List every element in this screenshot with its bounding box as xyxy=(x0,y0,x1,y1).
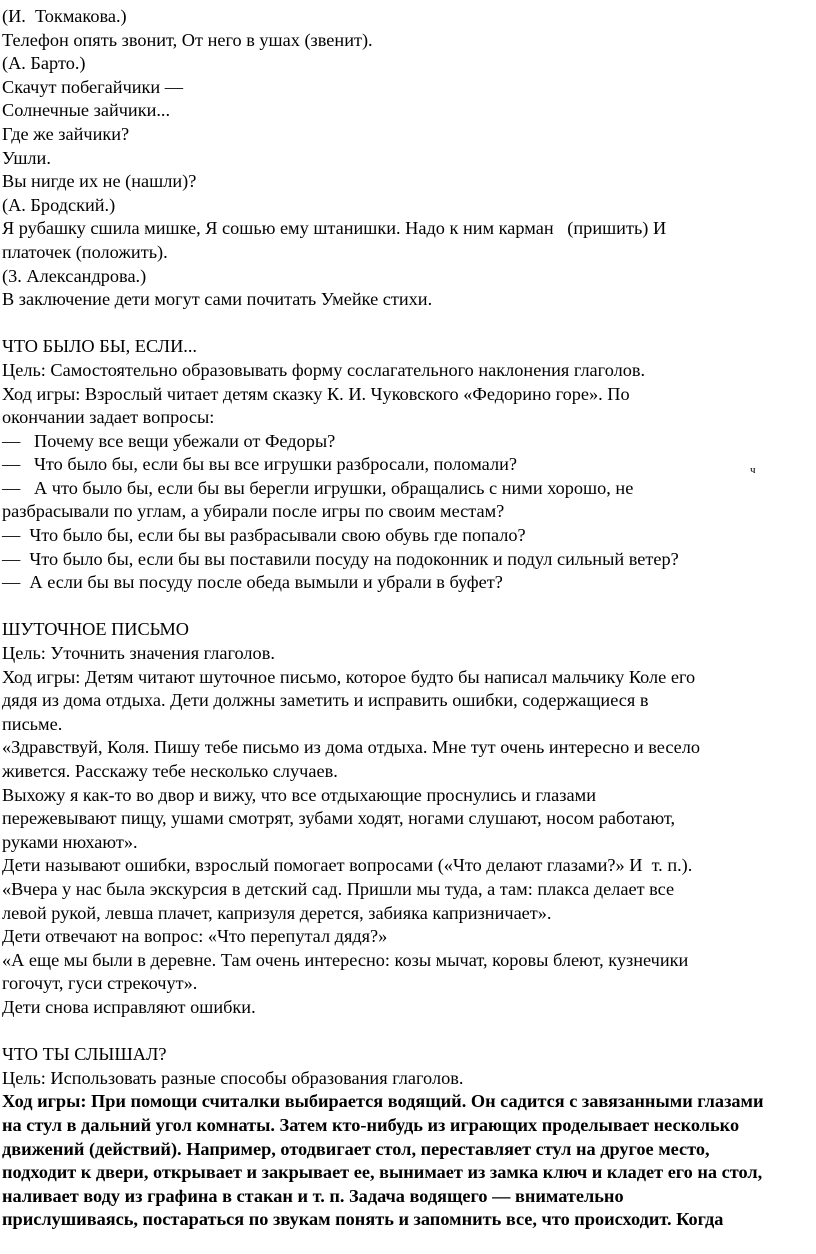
text-line: Цель: Использовать разные способы образования глаголов. xyxy=(2,1067,464,1088)
text-line: ЧТО ТЫ СЛЫШАЛ? xyxy=(2,1044,167,1065)
text-line: Солнечные зайчики... xyxy=(2,100,171,121)
document-body xyxy=(2,5,814,1232)
text-line: руками нюхают». xyxy=(2,831,138,852)
text-line: — Что было бы, если бы вы разбрасывали свою обувь где попало? xyxy=(2,525,526,546)
text-line: — А если бы вы посуду после обеда вымыли и убрали в буфет? xyxy=(2,572,503,593)
text-line: письме. xyxy=(2,713,63,734)
text-line: Ход игры: Взрослый читает детям сказку К. И. Чуковского «Федорино горе». По xyxy=(2,383,630,404)
text-line: «А еще мы были в деревне. Там очень интересно: козы мычат, коровы блеют, кузнечики xyxy=(2,949,689,970)
text-line: (А. Бродский.) xyxy=(2,194,116,215)
text-line: Выхожу я как-то во двор и вижу, что все отдыхающие проснулись и глазами xyxy=(2,784,596,805)
text-line: (И. Токмакова.) xyxy=(2,6,127,26)
blank-line xyxy=(2,312,814,336)
text-line: разбрасывали по углам, а убирали после игры по своим местам? xyxy=(2,501,505,522)
text-line: (3. Александрова.) xyxy=(2,265,147,286)
blank-line xyxy=(2,1020,814,1044)
text-line: окончании задает вопросы: xyxy=(2,407,215,428)
text-line: живется. Расскажу тебе несколько случаев. xyxy=(2,761,338,781)
text-line: Скачут побегайчики — xyxy=(2,76,184,97)
text-line: на стул в дальний угол комнаты. Затем кто-нибудь из играющих проделывает несколько xyxy=(2,1114,740,1135)
text-line: ЧТО БЫЛО БЫ, ЕСЛИ... xyxy=(2,336,197,357)
text-line: Дети снова исправляют ошибки. xyxy=(2,996,256,1017)
text-line: Ход игры: Детям читают шуточное письмо, которое будто бы написал мальчику Коле его xyxy=(2,666,696,687)
text-line: (А. Барто.) xyxy=(2,53,86,74)
text-line: гогочут, гуси стрекочут». xyxy=(2,973,198,994)
text-line: пережевывают пищу, ушами смотрят, зубами ходят, ногами слушают, носом работают, xyxy=(2,808,676,829)
blank-line xyxy=(2,595,814,619)
text-line: «Вчера у нас была экскурсия в детский сад. Пришли мы туда, а там: плакса делает все xyxy=(2,878,675,899)
text-line: — А что было бы, если бы вы берегли игрушки, обращались с ними хорошо, не xyxy=(2,477,634,498)
text-line: Дети отвечают на вопрос: «Что перепутал дядя?» xyxy=(2,926,388,947)
text-line: «Здравствуй, Коля. Пишу тебе письмо из дома отдыха. Мне тут очень интересно и весело xyxy=(2,737,701,758)
text-line: прислушиваясь, постараться по звукам понять и запомнить все, что происходит. Когда xyxy=(2,1209,724,1230)
text-line: наливает воду из графина в стакан и т. п. Задача водящего — внимательно xyxy=(2,1185,624,1206)
text-line: — Что было бы, если бы вы все игрушки разбросали, поломали? xyxy=(2,454,517,475)
text-line: Я рубашку сшила мишке, Я сошью ему штанишки. Надо к ним карман (пришить) И xyxy=(2,218,667,239)
text-line: Вы нигде их не (нашли)? xyxy=(2,171,197,192)
text-line: Ход игры: При помощи считалки выбирается водящий. Он садится с завязанными глазами xyxy=(2,1091,764,1112)
text-line: подходит к двери, открывает и закрывает ее, вынимает из замка ключ и кладет его на стол, xyxy=(2,1162,763,1183)
text-line: Телефон опять звонит, От него в ушах (звенит). xyxy=(2,29,373,50)
text-line: движений (действий). Например, отодвигает стол, переставляет стул на другое место, xyxy=(2,1138,710,1159)
text-line: Дети называют ошибки, взрослый помогает вопросами («Что делают глазами?» И т. п.). xyxy=(2,855,693,876)
text-line: Ушли. xyxy=(2,147,51,168)
text-line: левой рукой, левша плачет, капризуля дерется, забияка капризничает». xyxy=(2,902,552,923)
text-line: В заключение дети могут сами почитать Умейке стихи. xyxy=(2,289,433,310)
text-line: дядя из дома отдыха. Дети должны заметить и исправить ошибки, содержащиеся в xyxy=(2,690,649,711)
text-line: Цель: Самостоятельно образовывать форму сослагательного наклонения глаголов. xyxy=(2,359,646,380)
text-line: Где же зайчики? xyxy=(2,123,130,144)
text-line: — Что было бы, если бы вы поставили посуду на подоконник и подул сильный ветер? xyxy=(2,548,679,569)
text-line: платочек (положить). xyxy=(2,241,168,262)
stray-mark: ч xyxy=(750,464,756,476)
text-line: Цель: Уточнить значения глаголов. xyxy=(2,643,275,664)
text-line: — Почему все вещи убежали от Федоры? xyxy=(2,430,336,451)
text-line: ШУТОЧНОЕ ПИСЬМО xyxy=(2,619,189,640)
